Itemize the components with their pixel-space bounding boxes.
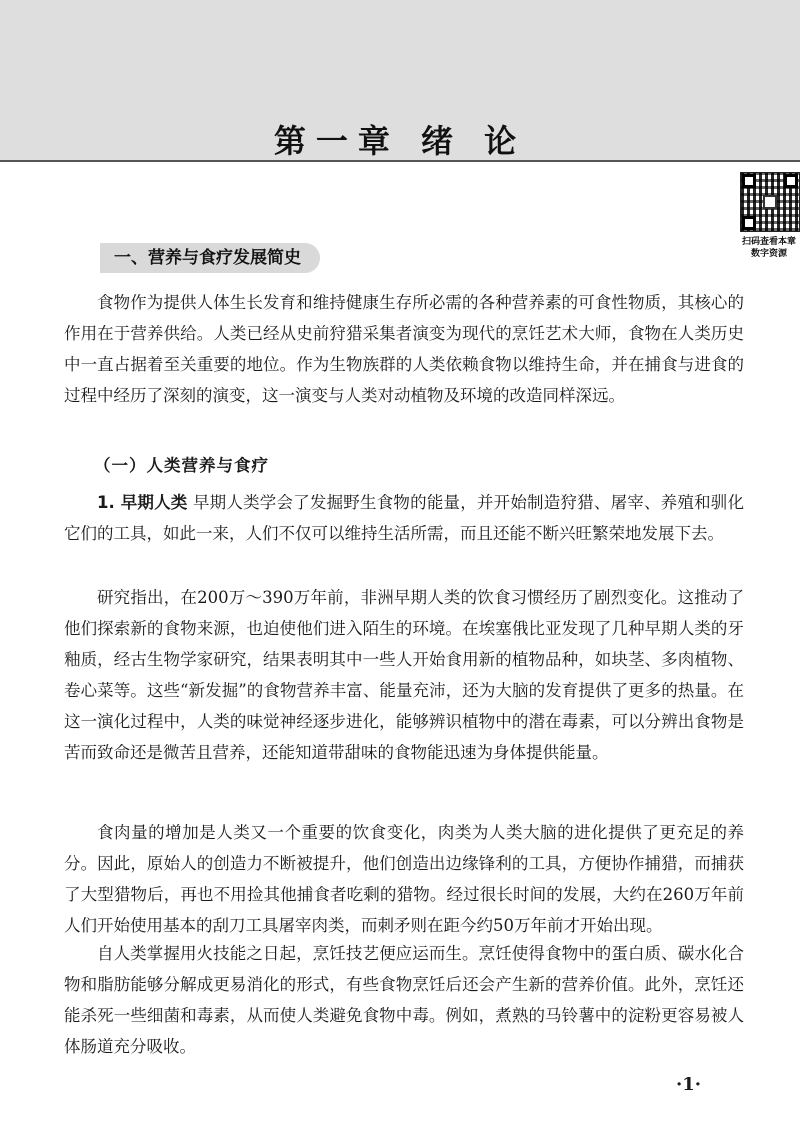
paragraph-lead: 1. 早期人类 [97, 493, 188, 512]
paragraph-early-humans [64, 487, 744, 549]
qr-caption [738, 236, 800, 260]
paragraph-early-humans-body: 早期人类学会了发掘野生食物的能量，并开始制造狩猎、屠宰、养殖和驯化它们的工具，如此一来，人们不仅可以维持生活所需，而且还能不断兴旺繁荣地发展下去。 [64, 493, 744, 543]
paragraph-fire: 自人类掌握用火技能之日起，烹饪技艺便应运而生。烹饪使得食物中的蛋白质、碳水化合物和脂肪能够分解成更易消化的形式，有些食物烹饪后还会产生新的营养价值。此外，烹饪还能杀死一些细菌和毒素，从而使人类避免食物中毒。例如，煮熟的马铃薯中的淀粉更容易被人体肠道充分吸收。 [64, 944, 744, 1056]
paragraph-meat: 食肉量的增加是人类又一个重要的饮食变化，肉类为人类大脑的进化提供了更充足的养分。因此，原始人的创造力不断被提升，他们创造出边缘锋利的工具，方便协作捕猎，而捕获了大型猎物后，再也不用捡其他捕食者吃剩的猎物。经过很长时间的发展，大约在260万年前人们开始使用基本的刮刀工具屠宰肉类，而刺矛则在距今约50万年前才开始出现。 [64, 823, 744, 935]
qr-finder-pattern [742, 216, 756, 230]
qr-code-icon[interactable] [740, 172, 800, 232]
chapter-title: 第一章 绪 论 [273, 122, 527, 160]
section-heading: 一、营养与食疗发展简史 [100, 243, 320, 273]
paragraph-research: 研究指出，在200万～390万年前，非洲早期人类的饮食习惯经历了剧烈变化。这推动了他们探索新的食物来源，也迫使他们进入陌生的环境。在埃塞俄比亚发现了几种早期人类的牙釉质，经古生物学家研究，结果表明其中一些人开始食用新的植物品种，如块茎、多肉植物、卷心菜等。这些“新发掘”的食物营养丰富、能量充沛，还为大脑的发育提供了更多的热量。在这一演化过程中，人类的味觉神经逐步进化，能够辨识植物中的潜在毒素，可以分辨出食物是苦而致命还是微苦且营养，还能知道带甜味的食物能迅速为身体提供能量。 [64, 588, 744, 762]
qr-caption-line1: 扫码查看本章 [741, 237, 796, 247]
subheading: （一）人类营养与食疗 [94, 456, 269, 475]
qr-caption-line2: 数字资源 [750, 249, 787, 259]
qr-logo [763, 195, 777, 209]
page-number: ·1· [676, 1074, 702, 1095]
paragraph-intro: 食物作为提供人体生长发育和维持健康生存所必需的各种营养素的可食性物质，其核心的作用在于营养供给。人类已经从史前狩猎采集者演变为现代的烹饪艺术大师，食物在人类历史中一直占据着至关重要的地位。作为生物族群的人类依赖食物以维持生命，并在捕食与进食的过程中经历了深刻的演变，这一演变与人类对动植物及环境的改造同样深远。 [64, 293, 744, 405]
